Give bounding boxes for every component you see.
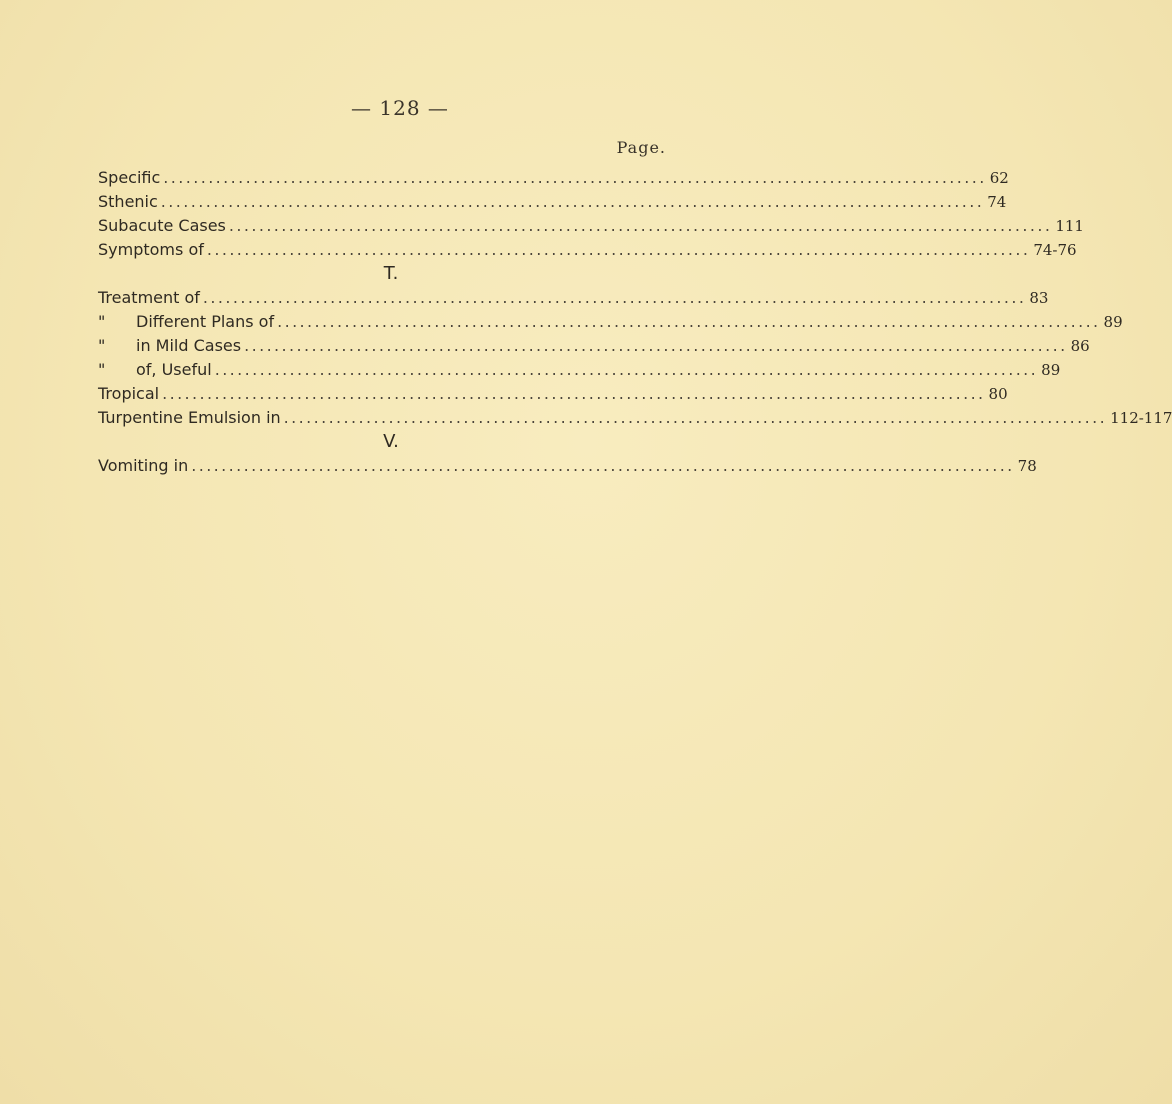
index-entry-sthenic (98, 191, 1007, 213)
dot-leader: .............................................................................................................. (160, 192, 985, 211)
index-entry-treatment-of (98, 287, 1049, 309)
dot-leader: .............................................................................................................. (162, 384, 986, 403)
ditto-mark: " (98, 336, 106, 355)
entry-page: 74 (987, 193, 1007, 211)
index-entry-specific (98, 167, 1009, 189)
page-number: — 128 — (351, 96, 449, 120)
entry-label: of, Useful (136, 360, 212, 379)
entry-page: 89 (1041, 361, 1061, 379)
dot-leader: .............................................................................................................. (214, 360, 1039, 379)
ditto-mark: " (98, 360, 106, 379)
entry-page: 78 (1017, 457, 1037, 475)
ditto-mark: " (98, 312, 106, 331)
dot-leader: .............................................................................................................. (206, 240, 1031, 259)
entry-label: Turpentine Emulsion in (98, 408, 281, 427)
entry-page: 80 (988, 385, 1008, 403)
dot-leader: .............................................................................................................. (202, 288, 1027, 307)
entry-page: 74-76 (1033, 241, 1077, 259)
index-entry-in-mild-cases (98, 335, 1090, 357)
index-entry-vomiting-in (98, 455, 1037, 477)
entry-label: Specific (98, 168, 161, 187)
dot-leader: .............................................................................................................. (191, 456, 1015, 475)
entry-label: Different Plans of (136, 312, 275, 331)
dot-leader: .............................................................................................................. (277, 312, 1101, 331)
dot-leader: .............................................................................................................. (283, 408, 1108, 427)
entry-label: in Mild Cases (136, 336, 242, 355)
index-entry-tropical (98, 383, 1008, 405)
entry-label: Subacute Cases (98, 216, 226, 235)
entry-page: 111 (1055, 217, 1084, 235)
index-entry-turpentine-emulsion-in (98, 407, 1172, 429)
entry-label: Tropical (98, 384, 160, 403)
entry-page: 86 (1070, 337, 1090, 355)
section-letter-v: V. (383, 431, 399, 452)
entry-label: Treatment of (98, 288, 200, 307)
section-letter-t: T. (383, 263, 399, 284)
entry-page: 62 (989, 169, 1009, 187)
index-entry-symptoms-of (98, 239, 1077, 261)
page-column-header: Page. (616, 138, 666, 157)
dot-leader: .............................................................................................................. (244, 336, 1068, 355)
entry-page: 89 (1103, 313, 1123, 331)
dot-leader: .............................................................................................................. (163, 168, 987, 187)
entry-label: Symptoms of (98, 240, 204, 259)
index-entry-different-plans-of (98, 311, 1123, 333)
entry-page: 83 (1029, 289, 1049, 307)
entry-label: Vomiting in (98, 456, 189, 475)
entry-label: Sthenic (98, 192, 158, 211)
dot-leader: .............................................................................................................. (228, 216, 1053, 235)
index-entry-subacute-cases (98, 215, 1084, 237)
entry-page: 112-117 (1110, 409, 1172, 427)
index-entry-of-useful (98, 359, 1061, 381)
